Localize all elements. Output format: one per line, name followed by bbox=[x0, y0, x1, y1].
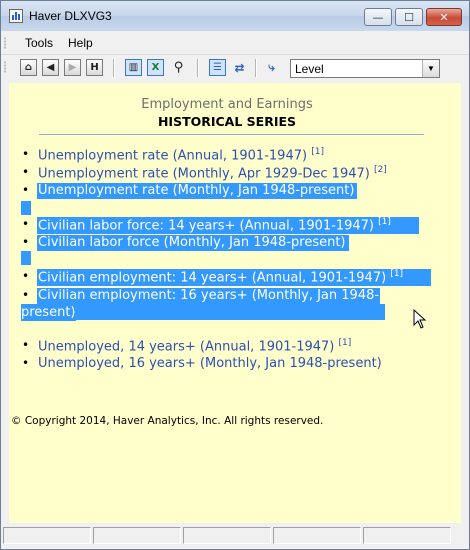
content-pane[interactable] bbox=[9, 83, 461, 523]
toolbar bbox=[1, 54, 469, 81]
window-title: Haver DLXVG3 bbox=[29, 9, 112, 23]
list-item[interactable]: • Civilian labor force: 14 years+ (Annual, 1901-1947) [1] bbox=[9, 217, 461, 233]
mouse-cursor-icon bbox=[413, 309, 427, 329]
help-icon[interactable]: H bbox=[86, 59, 103, 76]
series-link-continuation[interactable]: present) bbox=[21, 305, 76, 320]
series-link[interactable]: Unemployed, 14 years+ (Annual, 1901-1947) bbox=[38, 339, 335, 355]
series-link[interactable]: Unemployment rate (Annual, 1901-1947) bbox=[38, 148, 308, 164]
frame-view-icon[interactable]: ▥ bbox=[125, 59, 142, 76]
selection-highlight bbox=[21, 201, 31, 215]
page-title: Employment and Earnings bbox=[141, 97, 313, 112]
status-cell bbox=[273, 527, 361, 544]
menu-help[interactable]: Help bbox=[68, 36, 93, 50]
toolbar-separator bbox=[255, 59, 257, 77]
series-link[interactable]: Civilian employment: 14 years+ (Annual, 1901-1947) bbox=[38, 270, 387, 286]
series-link[interactable]: Unemployment rate (Monthly, Jan 1948-present) bbox=[38, 183, 355, 198]
back-icon[interactable]: ◀ bbox=[42, 59, 59, 76]
list-item[interactable]: • Civilian labor force (Monthly, Jan 1948-present) bbox=[9, 235, 461, 251]
list-item[interactable]: • Unemployment rate (Annual, 1901-1947) [1] bbox=[22, 147, 324, 164]
status-cell bbox=[93, 527, 181, 544]
title-divider bbox=[39, 134, 424, 135]
list-item[interactable]: • Unemployed, 16 years+ (Monthly, Jan 1948-present) bbox=[22, 356, 382, 371]
resize-grip-icon[interactable] bbox=[453, 527, 467, 544]
close-button[interactable]: ✕ bbox=[426, 8, 462, 26]
list-item[interactable]: • Unemployment rate (Monthly, Apr 1929-Dec 1947) [2] bbox=[22, 165, 387, 182]
status-cell bbox=[183, 527, 271, 544]
series-link[interactable]: Civilian labor force: 14 years+ (Annual, 1901-1947) bbox=[38, 218, 374, 234]
footnote-link[interactable]: [1] bbox=[338, 338, 352, 348]
footnote-link[interactable]: [2] bbox=[373, 165, 387, 175]
status-cell bbox=[363, 527, 451, 544]
toolbar-separator bbox=[197, 59, 199, 77]
series-link[interactable]: Unemployed, 16 years+ (Monthly, Jan 1948-present) bbox=[38, 356, 382, 371]
series-link[interactable]: Civilian labor force (Monthly, Jan 1948-present) bbox=[38, 235, 346, 250]
app-icon bbox=[9, 9, 23, 23]
copyright-text: © Copyright 2014, Haver Analytics, Inc. All rights reserved. bbox=[11, 415, 324, 427]
level-select[interactable] bbox=[290, 59, 440, 78]
footnote-link[interactable]: [1] bbox=[378, 217, 391, 227]
footnote-link[interactable]: [1] bbox=[311, 147, 324, 157]
home-icon[interactable]: ⌂ bbox=[20, 59, 37, 76]
series-link[interactable]: Civilian employment: 16 years+ (Monthly, Jan 1948- bbox=[38, 288, 380, 303]
status-bar bbox=[1, 523, 469, 549]
menu-bar bbox=[1, 32, 469, 53]
series-select-icon[interactable]: ☰ bbox=[209, 59, 226, 76]
tree-icon[interactable]: ⤷ bbox=[268, 60, 275, 74]
maximize-button[interactable]: ☐ bbox=[395, 8, 423, 26]
series-link[interactable]: Unemployment rate (Monthly, Apr 1929-Dec 1947) bbox=[38, 166, 370, 182]
list-item[interactable]: • Unemployment rate (Monthly, Jan 1948-present) bbox=[9, 183, 461, 199]
toolbar-separator bbox=[113, 59, 115, 77]
list-item-continuation[interactable] bbox=[21, 305, 76, 321]
list-item[interactable]: • Unemployed, 14 years+ (Annual, 1901-1947) [1] bbox=[22, 338, 352, 355]
footnote-link[interactable]: [1] bbox=[390, 269, 404, 279]
status-cell bbox=[3, 527, 91, 544]
excel-icon[interactable]: X bbox=[147, 59, 164, 76]
chevron-down-icon[interactable]: ▼ bbox=[422, 60, 439, 77]
selection-highlight bbox=[21, 304, 385, 320]
title-bar[interactable] bbox=[1, 1, 469, 31]
page-subtitle: HISTORICAL SERIES bbox=[157, 114, 297, 129]
binoculars-icon[interactable]: ⚲ bbox=[173, 60, 184, 75]
list-item[interactable]: • Civilian employment: 14 years+ (Annual, 1901-1947) [1] bbox=[9, 269, 461, 285]
selection-highlight bbox=[21, 251, 31, 265]
menu-tools[interactable]: Tools bbox=[25, 36, 54, 50]
forward-icon[interactable]: ▶ bbox=[64, 59, 81, 76]
toolbar-grip bbox=[4, 61, 6, 73]
list-item[interactable]: • Civilian employment: 16 years+ (Monthly, Jan 1948- bbox=[22, 288, 380, 303]
menu-grip bbox=[4, 37, 6, 49]
transfer-icon[interactable]: ⇄ bbox=[234, 60, 245, 75]
minimize-button[interactable]: — bbox=[364, 8, 392, 26]
level-select-value: Level bbox=[295, 62, 324, 76]
